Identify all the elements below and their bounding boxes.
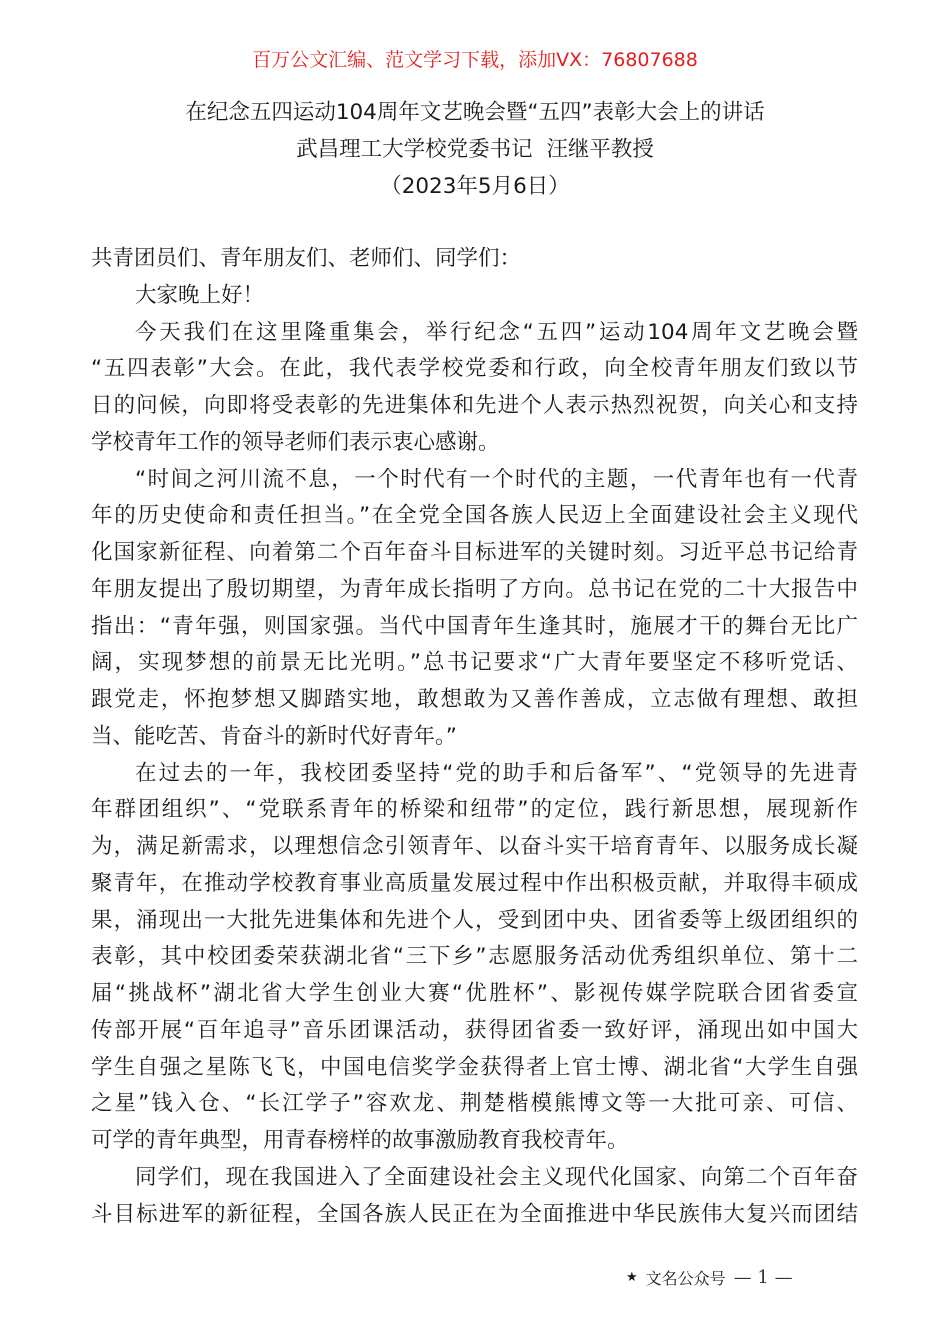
star-icon: ★ <box>626 1270 638 1285</box>
text-line: 传部开展“百年追寻”音乐团课活动，获得团省委一致好评，涌现出如中国大 <box>91 1017 858 1043</box>
text-line: 指出：“青年强，则国家强。当代中国青年生逢其时，施展才干的舞台无比广 <box>91 613 858 639</box>
speech-title: 在纪念五四运动104周年文艺晚会暨“五四”表彰大会上的讲话 <box>185 100 765 125</box>
text-line: 阔，实现梦想的前景无比光明。”总书记要求“广大青年要坚定不移听党话、 <box>91 650 858 676</box>
text-line: 可学的青年典型，用青春榜样的故事激励教育我校青年。 <box>91 1128 629 1153</box>
page-number-value: 1 <box>757 1267 769 1288</box>
text-line: 学生自强之星陈飞飞，中国电信奖学金获得者上官士博、湖北省“大学生自强 <box>91 1054 858 1080</box>
text-line: 斗目标进军的新征程，全国各族人民正在为全面推进中华民族伟大复兴而团结 <box>91 1201 858 1227</box>
text-line: 表彰，其中校团委荣获湖北省“三下乡”志愿服务活动优秀组织单位、第十二 <box>91 944 858 970</box>
text-line: 化国家新征程、向着第二个百年奋斗目标进军的关键时刻。习近平总书记给青 <box>91 540 858 565</box>
speaker-line: 武昌理工大学校党委书记 汪继平教授 <box>296 137 654 162</box>
speech-date: （2023年5月6日） <box>380 174 570 199</box>
text-line: 共青团员们、青年朋友们、老师们、同学们： <box>91 246 522 271</box>
text-line: 年朋友提出了殷切期望，为青年成长指明了方向。总书记在党的二十大报告中 <box>91 576 858 602</box>
text-line: 年群团组织”、“党联系青年的桥梁和纽带”的定位，践行新思想，展现新作 <box>91 797 858 823</box>
text-line: 同学们，现在我国进入了全面建设社会主义现代化国家、向第二个百年奋 <box>135 1164 858 1190</box>
paragraph <box>91 462 858 756</box>
text-line: 今天我们在这里隆重集会，举行纪念“五四”运动104周年文艺晚会暨 <box>135 319 858 345</box>
paragraph <box>91 1160 858 1234</box>
paragraph <box>91 756 858 1160</box>
text-line: 为，满足新需求，以理想信念引领青年、以奋斗实干培育青年、以服务成长凝 <box>91 834 858 859</box>
paragraph <box>91 278 858 315</box>
text-line: 年的历史使命和责任担当。”在全党全国各族人民迈上全面建设社会主义现代 <box>91 503 858 529</box>
speech-body <box>91 241 858 1233</box>
text-line: 学校青年工作的领导老师们表示衷心感谢。 <box>91 429 500 455</box>
text-line: 大家晚上好！ <box>135 282 265 308</box>
page-number: — 1 — <box>733 1267 793 1288</box>
footer-source: 文名公众号 <box>645 1269 726 1288</box>
text-line: “时间之河川流不息，一个时代有一个时代的主题，一代青年也有一代青 <box>135 466 858 492</box>
text-line: 果，涌现出一大批先进集体和先进个人，受到团中央、团省委等上级团组织的 <box>91 907 858 933</box>
text-line: “五四表彰”大会。在此，我代表学校党委和行政，向全校青年朋友们致以节 <box>91 356 858 382</box>
text-line: 之星”钱入仓、“长江学子”容欢龙、荆楚楷模熊博文等一大批可亲、可信、 <box>91 1091 858 1117</box>
text-line: 跟党走，怀抱梦想又脚踏实地，敢想敢为又善作善成，立志做有理想、敢担 <box>91 687 858 712</box>
text-line: 聚青年，在推动学校教育事业高质量发展过程中作出积极贡献，并取得丰硕成 <box>91 870 858 896</box>
text-line: 当、能吃苦、肯奋斗的新时代好青年。” <box>91 723 457 749</box>
paragraph <box>91 315 858 462</box>
text-line: 在过去的一年，我校团委坚持“党的助手和后备军”、“党领导的先进青 <box>135 760 858 786</box>
text-line: 日的问候，向即将受表彰的先进集体和先进个人表示热烈祝贺，向关心和支持 <box>91 393 858 418</box>
page-footer <box>626 1266 793 1289</box>
title-block <box>0 94 950 205</box>
text-line: 届“挑战杯”湖北省大学生创业大赛“优胜杯”、影视传媒学院联合团省委宣 <box>91 981 858 1006</box>
download-banner: 百万公文汇编、范文学习下载，添加VX：76807688 <box>252 49 698 71</box>
paragraph <box>91 241 858 278</box>
